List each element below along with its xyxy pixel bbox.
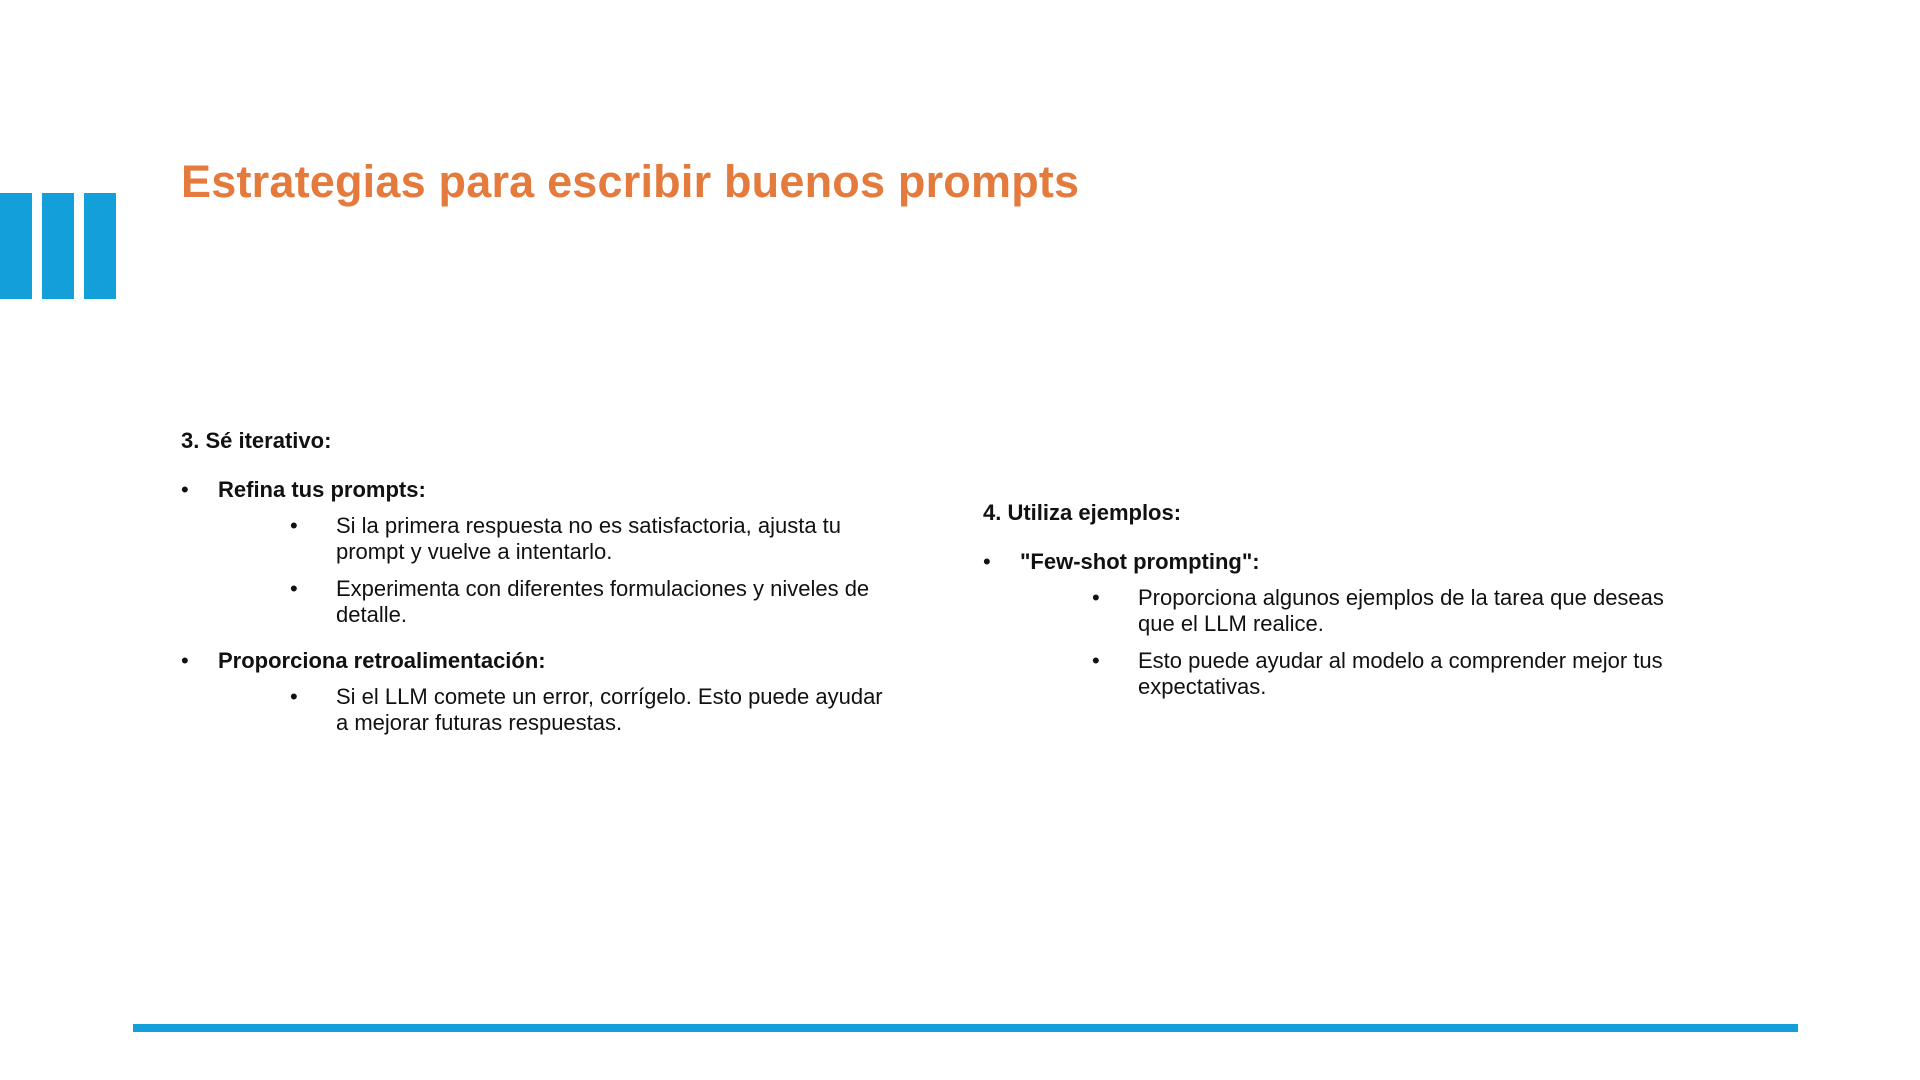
list-item-label: "Few-shot prompting": (1020, 549, 1260, 574)
bullet-icon: • (290, 684, 298, 709)
sub-list-item-text: Proporciona algunos ejemplos de la tarea que deseas que el LLM realice. (1138, 585, 1664, 636)
sub-list-item-text: Experimenta con diferentes formulaciones y niveles de detalle. (336, 576, 870, 627)
list-item (983, 549, 1703, 700)
bullet-icon: • (181, 648, 189, 673)
list-item-label: Proporciona retroalimentación: (218, 648, 546, 673)
sub-list-item-text: Si el LLM comete un error, corrígelo. Esto puede ayudar a mejorar futuras respuestas. (336, 684, 883, 735)
bullet-list (983, 549, 1703, 700)
sub-list-item-text: Si la primera respuesta no es satisfactoria, ajusta tu prompt y vuelve a intentarlo. (336, 513, 842, 564)
decorative-bar (42, 193, 74, 299)
section-heading-iterative: 3. Sé iterativo: (181, 428, 332, 453)
bullet-icon: • (290, 513, 298, 538)
bottom-divider (133, 1024, 1798, 1032)
sub-list-item (218, 513, 896, 565)
bullet-icon: • (1092, 648, 1100, 673)
list-item (181, 648, 901, 736)
sub-list-item (218, 576, 896, 628)
bullet-icon: • (181, 477, 189, 502)
bullet-icon: • (290, 576, 298, 601)
list-item-label: Refina tus prompts: (218, 477, 426, 502)
section-heading-examples: 4. Utiliza ejemplos: (983, 500, 1182, 525)
slide-title: Estrategias para escribir buenos prompts (181, 156, 1080, 207)
decorative-bar (84, 193, 116, 299)
decorative-bar (0, 193, 32, 299)
left-column (181, 428, 901, 756)
sub-bullet-list (1020, 585, 1703, 700)
sub-bullet-list (218, 684, 901, 736)
sub-list-item-text: Esto puede ayudar al modelo a comprender mejor tus expectativas. (1138, 648, 1663, 699)
bullet-icon: • (1092, 585, 1100, 610)
sub-list-item (1020, 585, 1698, 637)
right-column (983, 500, 1703, 720)
sub-bullet-list (218, 513, 901, 628)
sub-list-item (218, 684, 896, 736)
bullet-icon: • (983, 549, 991, 574)
list-item (181, 477, 901, 628)
bullet-list (181, 477, 901, 736)
sub-list-item (1020, 648, 1698, 700)
